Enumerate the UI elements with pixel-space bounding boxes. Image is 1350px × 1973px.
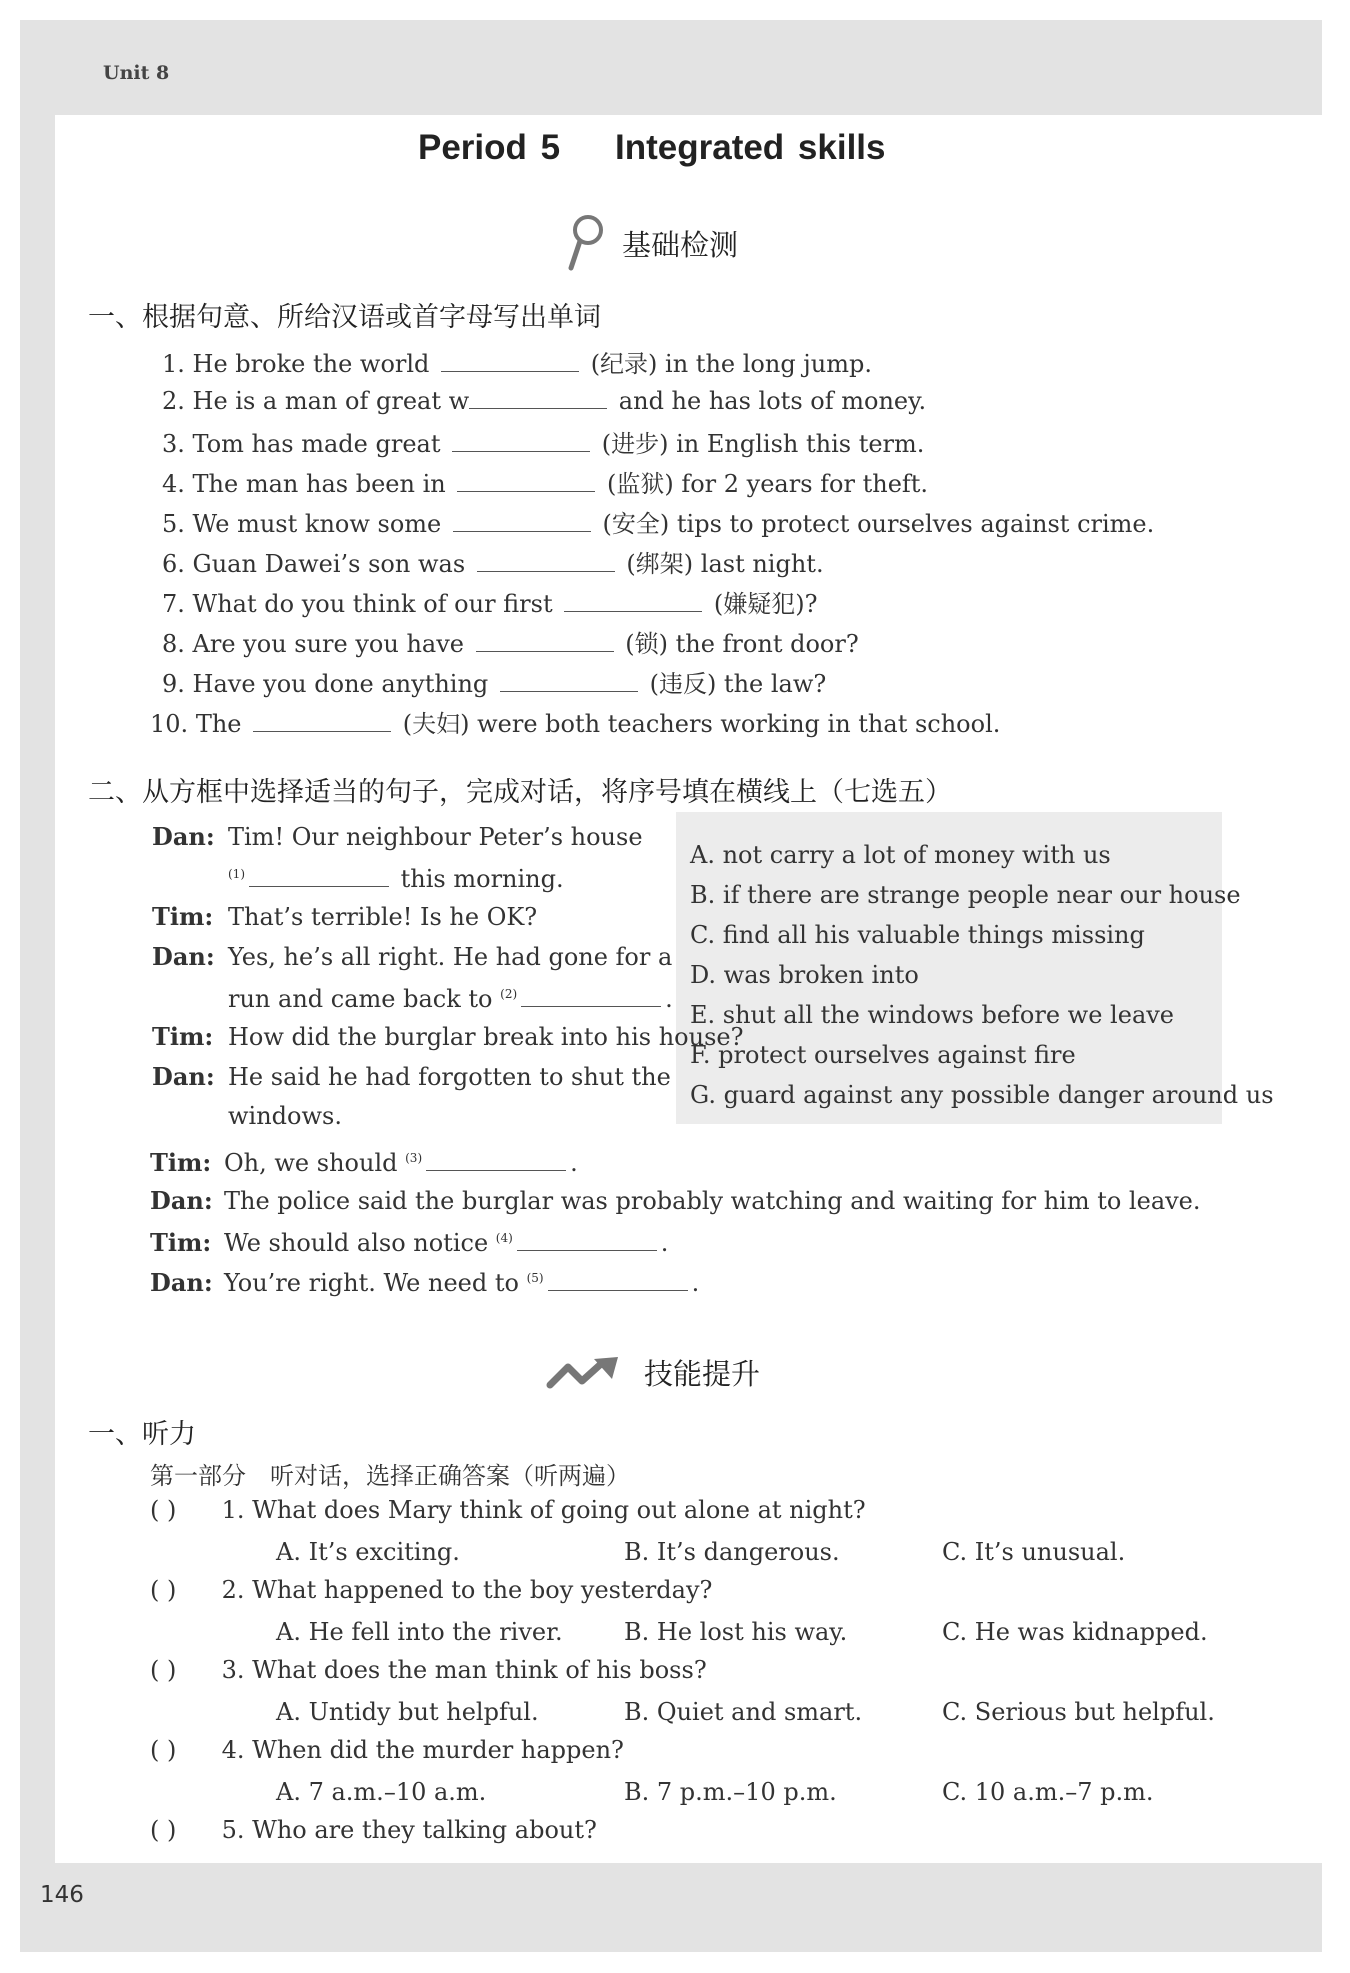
question-row <box>150 1496 866 1524</box>
answer-blank[interactable] <box>249 862 389 887</box>
dialogue-text: We should also notice <box>224 1229 489 1257</box>
choice: C. 10 a.m.–7 p.m. <box>942 1778 1154 1806</box>
speaker-label: Tim: <box>150 1148 212 1177</box>
dialogue-line: Dan: You’re right. We need to $^{(5)}$ . <box>150 1268 700 1297</box>
answer-bracket[interactable]: ( ) <box>150 1496 177 1524</box>
section-basic-header <box>566 214 738 272</box>
item-number: 4. <box>162 470 185 498</box>
dialogue-line: Tim: Oh, we should $^{(3)}$ . <box>150 1148 578 1177</box>
section-basic-title: 基础检测 <box>622 227 739 262</box>
dialogue-line <box>152 902 537 931</box>
speaker-label: Dan: <box>152 942 215 971</box>
item-number: 7. <box>162 590 185 618</box>
choice: C. He was kidnapped. <box>942 1618 1208 1646</box>
top-margin-band <box>20 20 1322 115</box>
option-item: A. not carry a lot of money with us <box>690 841 1111 869</box>
item-number: 6. <box>162 550 185 578</box>
answer-blank[interactable] <box>426 1146 566 1171</box>
list-item <box>150 704 1000 739</box>
question-text: 2. What happened to the boy yesterday? <box>221 1576 713 1604</box>
question-row <box>150 1736 624 1764</box>
item-text: (锁) the front door? <box>625 630 859 658</box>
dialogue-line: Tim: We should also notice $^{(4)}$ . <box>150 1228 669 1257</box>
choice: B. It’s dangerous. <box>624 1538 840 1566</box>
answer-blank[interactable] <box>500 667 638 692</box>
speaker-label: Tim: <box>152 1022 214 1051</box>
item-number: 2. <box>162 387 185 415</box>
choice: B. He lost his way. <box>624 1618 848 1646</box>
dialogue-text: How did the burglar break into his house? <box>228 1023 744 1051</box>
item-text: (嫌疑犯)? <box>713 590 818 618</box>
dialogue-line: run and came back to $^{(2)}$ . <box>228 982 673 1013</box>
answer-blank[interactable] <box>457 467 595 492</box>
bottom-margin-band <box>20 1863 1322 1952</box>
item-text: (安全) tips to protect ourselves against crime. <box>602 510 1155 538</box>
choice: A. Untidy but helpful. <box>276 1698 539 1726</box>
item-number: 5. <box>162 510 185 538</box>
dialogue-line <box>228 1102 342 1130</box>
dialogue-line <box>150 1186 1201 1215</box>
choice: A. 7 a.m.–10 a.m. <box>276 1778 487 1806</box>
answer-blank[interactable] <box>521 982 661 1007</box>
item-number: 3. <box>162 430 185 458</box>
question-text: 3. What does the man think of his boss? <box>221 1656 707 1684</box>
part2-heading: 二、从方框中选择适当的句子，完成对话，将序号填在横线上（七选五） <box>88 777 952 808</box>
speaker-label: Tim: <box>150 1228 212 1257</box>
answer-blank[interactable] <box>477 547 615 572</box>
left-margin-band <box>20 20 55 1952</box>
item-text: (进步) in English this term. <box>601 430 925 458</box>
item-text: Have you done anything <box>192 670 489 698</box>
choice: C. Serious but helpful. <box>942 1698 1215 1726</box>
answer-bracket[interactable]: ( ) <box>150 1736 177 1764</box>
item-number: 1. <box>162 350 185 378</box>
item-text: We must know some <box>192 510 442 538</box>
speaker-label: Dan: <box>150 1186 213 1215</box>
choice: B. 7 p.m.–10 p.m. <box>624 1778 837 1806</box>
magnifier-icon <box>566 214 606 272</box>
page-title: Period 5 Integrated skills <box>418 128 886 167</box>
answer-blank[interactable] <box>452 427 590 452</box>
speaker-label: Dan: <box>150 1268 213 1297</box>
answer-blank[interactable] <box>441 347 579 372</box>
dialogue-text: That’s terrible! Is he OK? <box>228 903 538 931</box>
item-text: Tom has made great <box>192 430 441 458</box>
part1-heading: 一、根据句意、所给汉语或首字母写出单词 <box>88 302 601 333</box>
dialogue-text: this morning. <box>400 865 564 893</box>
list-item <box>162 544 824 579</box>
list-item <box>162 584 817 619</box>
item-text: (夫妇) were both teachers working in that school. <box>402 710 1001 738</box>
item-number: 9. <box>162 670 185 698</box>
question-row <box>150 1576 712 1604</box>
blank-number: (1) <box>228 867 245 881</box>
answer-blank[interactable] <box>253 707 391 732</box>
question-text: 1. What does Mary think of going out alone at night? <box>221 1496 866 1524</box>
list-item <box>162 624 859 659</box>
item-text: (绑架) last night. <box>626 550 824 578</box>
blank-number: (5) <box>526 1271 544 1285</box>
section-skill-title: 技能提升 <box>644 1357 761 1391</box>
dialogue-text: He said he had forgotten to shut the <box>228 1063 671 1091</box>
choice: C. It’s unusual. <box>942 1538 1126 1566</box>
listening-subheading: 第一部分 听对话，选择正确答案（听两遍） <box>150 1462 630 1490</box>
dialogue-line <box>152 1062 671 1091</box>
item-text: He broke the world <box>192 350 430 378</box>
unit-label: Unit 8 <box>103 62 170 84</box>
item-number: 8. <box>162 630 185 658</box>
question-row <box>150 1656 707 1684</box>
answer-blank[interactable] <box>476 627 614 652</box>
choice: A. It’s exciting. <box>276 1538 460 1566</box>
item-text: The man has been in <box>192 470 446 498</box>
item-text: He is a man of great w <box>192 387 470 415</box>
item-number: 10. <box>150 710 189 738</box>
item-text: Are you sure you have <box>192 630 464 658</box>
list-item <box>162 344 872 379</box>
answer-bracket[interactable]: ( ) <box>150 1576 177 1604</box>
dialogue-line <box>152 822 643 851</box>
blank-number: (4) <box>495 1231 513 1245</box>
dialogue-text: Yes, he’s all right. He had gone for a <box>228 943 673 971</box>
option-item: G. guard against any possible danger around us <box>690 1081 1274 1109</box>
listening-heading: 一、听力 <box>88 1419 196 1450</box>
option-item: B. if there are strange people near our house <box>690 881 1241 909</box>
dialogue-text: windows. <box>228 1102 342 1130</box>
list-item <box>162 664 826 699</box>
dialogue-text: The police said the burglar was probably watching and waiting for him to leave. <box>224 1187 1201 1215</box>
blank-number: (3) <box>405 1151 423 1165</box>
answer-blank[interactable] <box>564 587 702 612</box>
dialogue-text: Oh, we should <box>224 1149 398 1177</box>
item-text: and he has lots of money. <box>618 387 927 415</box>
dialogue-line <box>152 942 672 971</box>
item-text: (监狱) for 2 years for theft. <box>606 470 929 498</box>
item-text: (违反) the law? <box>649 670 827 698</box>
choice: A. He fell into the river. <box>276 1618 563 1646</box>
trend-arrow-icon <box>546 1355 628 1391</box>
list-item <box>162 384 926 415</box>
item-text: Guan Dawei’s son was <box>192 550 466 578</box>
dialogue-line <box>228 862 564 893</box>
option-item: C. find all his valuable things missing <box>690 921 1145 949</box>
list-item <box>162 504 1154 539</box>
item-text: (纪录) in the long jump. <box>590 350 872 378</box>
dialogue-text: You’re right. We need to <box>224 1269 519 1297</box>
speaker-label: Dan: <box>152 822 215 851</box>
option-item: D. was broken into <box>690 961 919 989</box>
answer-blank[interactable] <box>548 1266 688 1291</box>
dialogue-line <box>152 1022 743 1051</box>
item-text: What do you think of our first <box>192 590 553 618</box>
question-row <box>150 1816 597 1844</box>
answer-bracket[interactable]: ( ) <box>150 1656 177 1684</box>
answer-blank[interactable] <box>469 384 607 409</box>
speaker-label: Tim: <box>152 902 214 931</box>
page-number: 146 <box>40 1882 84 1908</box>
answer-bracket[interactable]: ( ) <box>150 1816 177 1844</box>
list-item <box>162 424 924 459</box>
option-item: F. protect ourselves against fire <box>690 1041 1076 1069</box>
speaker-label: Dan: <box>152 1062 215 1091</box>
section-skill-header <box>546 1352 760 1393</box>
blank-number: (2) <box>500 987 518 1001</box>
answer-blank[interactable] <box>517 1226 657 1251</box>
question-text: 5. Who are they talking about? <box>221 1816 597 1844</box>
question-text: 4. When did the murder happen? <box>221 1736 624 1764</box>
option-item: E. shut all the windows before we leave <box>690 1001 1175 1029</box>
dialogue-text: Tim! Our neighbour Peter’s house <box>228 823 643 851</box>
item-text: The <box>195 710 242 738</box>
answer-blank[interactable] <box>453 507 591 532</box>
choice: B. Quiet and smart. <box>624 1698 863 1726</box>
list-item <box>162 464 928 499</box>
dialogue-text: run and came back to <box>228 985 493 1013</box>
